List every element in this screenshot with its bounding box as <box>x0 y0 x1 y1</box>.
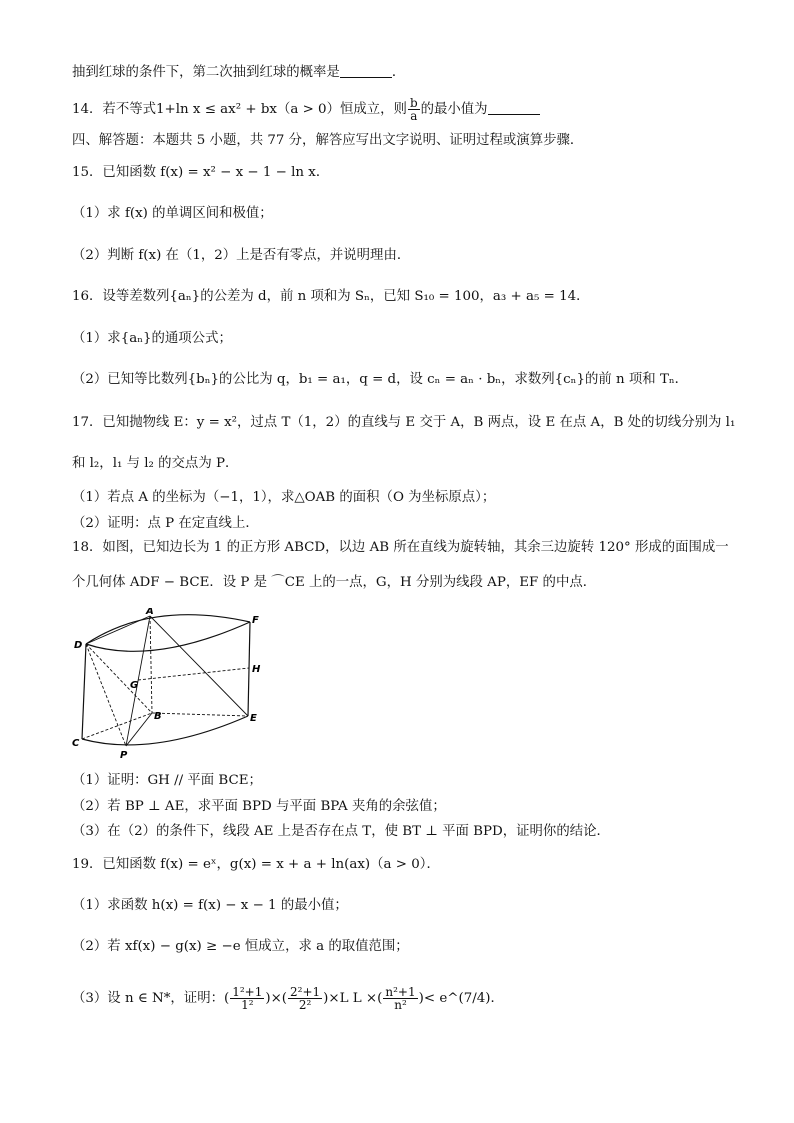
q19-frac-1 <box>230 986 264 1011</box>
label-f: F <box>252 615 259 626</box>
q14 <box>72 97 540 122</box>
q16-part2: （2）已知等比数列{bₙ}的公比为 q，b₁ = a₁，q = d，设 cₙ = aₙ · bₙ，求数列{cₙ}的前 n 项和 Tₙ． <box>72 372 689 387</box>
answer-blank <box>488 100 540 115</box>
q17-part2: （2）证明：点 P 在定直线上． <box>72 516 259 531</box>
edge-dc <box>82 644 86 739</box>
q18-part1: （1）证明：GH // 平面 BCE； <box>72 773 262 788</box>
q19-frac-1-num: 1²+1 <box>232 985 263 999</box>
top-front-arc <box>86 622 250 651</box>
q19-part1: （1）求函数 h(x) = f(x) − x − 1 的最小值； <box>72 898 348 913</box>
segment-gh <box>138 668 249 680</box>
q18-part3: （3）在（2）的条件下，线段 AE 上是否存在点 T，使 BT ⊥ 平面 BPD，证明你的结论． <box>72 824 610 839</box>
q19-frac-2-num: 2²+1 <box>290 985 321 999</box>
q15-part1: （1）求 f(x) 的单调区间和极值； <box>72 206 273 221</box>
cylinder-sector-diagram <box>72 608 272 763</box>
q18-part2: （2）若 BP ⊥ AE，求平面 BPD 与平面 BPA 夹角的余弦值； <box>72 799 446 814</box>
q17-stem-line2: 和 l₂，l₁ 与 l₂ 的交点为 P． <box>72 456 239 471</box>
q14-condition: （a > 0）恒成立，则 <box>276 102 407 117</box>
q17-stem-line1: 17．已知抛物线 E：y = x²，过点 T（1，2）的直线与 E 交于 A，B 两点，设 E 在点 A，B 处的切线分别为 l₁ <box>72 415 736 430</box>
q15-stem: 15．已知函数 f(x) = x² − x − 1 − ln x． <box>72 165 330 180</box>
q19-frac-3 <box>383 986 417 1011</box>
q14-tail: 的最小值为 <box>420 102 488 117</box>
edge-be <box>152 713 248 716</box>
q19-part3: （3）设 n ∈ N*，证明：( $\frac{\text{1²+1}}{\text{1²}}$ )×( $\frac{\text{2²+1}}{\text{2²}}$ )×L L ×( $\frac{\text{n²+1}}{\text{n²}}$ )< e^(7/4)． <box>72 985 504 1012</box>
q16-stem: 16．设等差数列{aₙ}的公差为 d，前 n 项和为 Sₙ，已知 S₁₀ = 100，a₃ + a₅ = 14． <box>72 289 590 304</box>
label-h: H <box>252 664 261 675</box>
label-d: D <box>74 640 83 651</box>
q19-frac-2-den: 2² <box>298 998 312 1012</box>
q13-tail-text: 抽到红球的条件下，第二次抽到红球的概率是 <box>72 65 340 80</box>
label-a: A <box>146 608 154 617</box>
q14-expression: 1+ln x ≤ ax² + bx <box>156 102 277 117</box>
q14-number: 14．若不等式 <box>72 102 156 117</box>
label-b: B <box>154 711 162 722</box>
q14-frac-num: b <box>409 96 418 110</box>
q19-frac-1-den: 1² <box>241 998 254 1012</box>
section-heading: 四、解答题：本题共 5 小题，共 77 分，解答应写出文字说明、证明过程或演算步骤． <box>72 133 584 148</box>
label-p: P <box>120 750 128 761</box>
q19-frac-3-num: n²+1 <box>385 985 416 999</box>
q13-tail <box>72 63 405 83</box>
answer-blank <box>340 63 392 78</box>
q19-part3-tail: < e^(7/4)． <box>423 991 504 1006</box>
q18-geometry-figure <box>72 608 272 763</box>
q19-part2: （2）若 xf(x) − g(x) ≥ −e 恒成立，求 a 的取值范围； <box>72 939 409 954</box>
edge-db <box>86 644 152 713</box>
q19-ellipsis: ×L L × <box>328 991 378 1006</box>
edge-da <box>86 616 150 644</box>
q14-frac-den: a <box>410 109 418 123</box>
edge-ae <box>150 616 248 716</box>
q18-stem-line1: 18．如图，已知边长为 1 的正方形 ABCD，以边 AB 所在直线为旋转轴，其余三边旋转 120° 形成的面围成一 <box>72 540 729 555</box>
q19-stem: 19．已知函数 f(x) = eˣ，g(x) = x + a + ln(ax)（a > 0）． <box>72 857 440 872</box>
q19-frac-2 <box>288 986 322 1011</box>
edge-fe <box>248 622 250 716</box>
q16-part1: （1）求{aₙ}的通项公式； <box>72 331 232 346</box>
axis-ab <box>150 616 152 713</box>
q13-tail-end: ． <box>391 65 406 80</box>
label-e: E <box>250 713 257 724</box>
q18-stem-line2: 个几何体 ADF − BCE．设 P 是 ⌒CE 上的一点，G，H 分别为线段 AP，EF 的中点． <box>72 575 597 590</box>
q17-part1: （1）若点 A 的坐标为（−1，1），求△OAB 的面积（O 为坐标原点）； <box>72 490 496 505</box>
label-c: C <box>72 738 80 749</box>
label-g: G <box>130 680 139 691</box>
bottom-arc <box>82 716 248 745</box>
q14-fraction <box>408 97 420 122</box>
top-back-arc <box>86 615 250 644</box>
q19-frac-3-den: n² <box>394 998 407 1012</box>
q15-part2: （2）判断 f(x) 在（1，2）上是否有零点，并说明理由． <box>72 248 411 263</box>
edge-dp <box>86 644 126 746</box>
q19-part3-prefix: （3）设 n ∈ N*，证明： <box>72 991 224 1006</box>
